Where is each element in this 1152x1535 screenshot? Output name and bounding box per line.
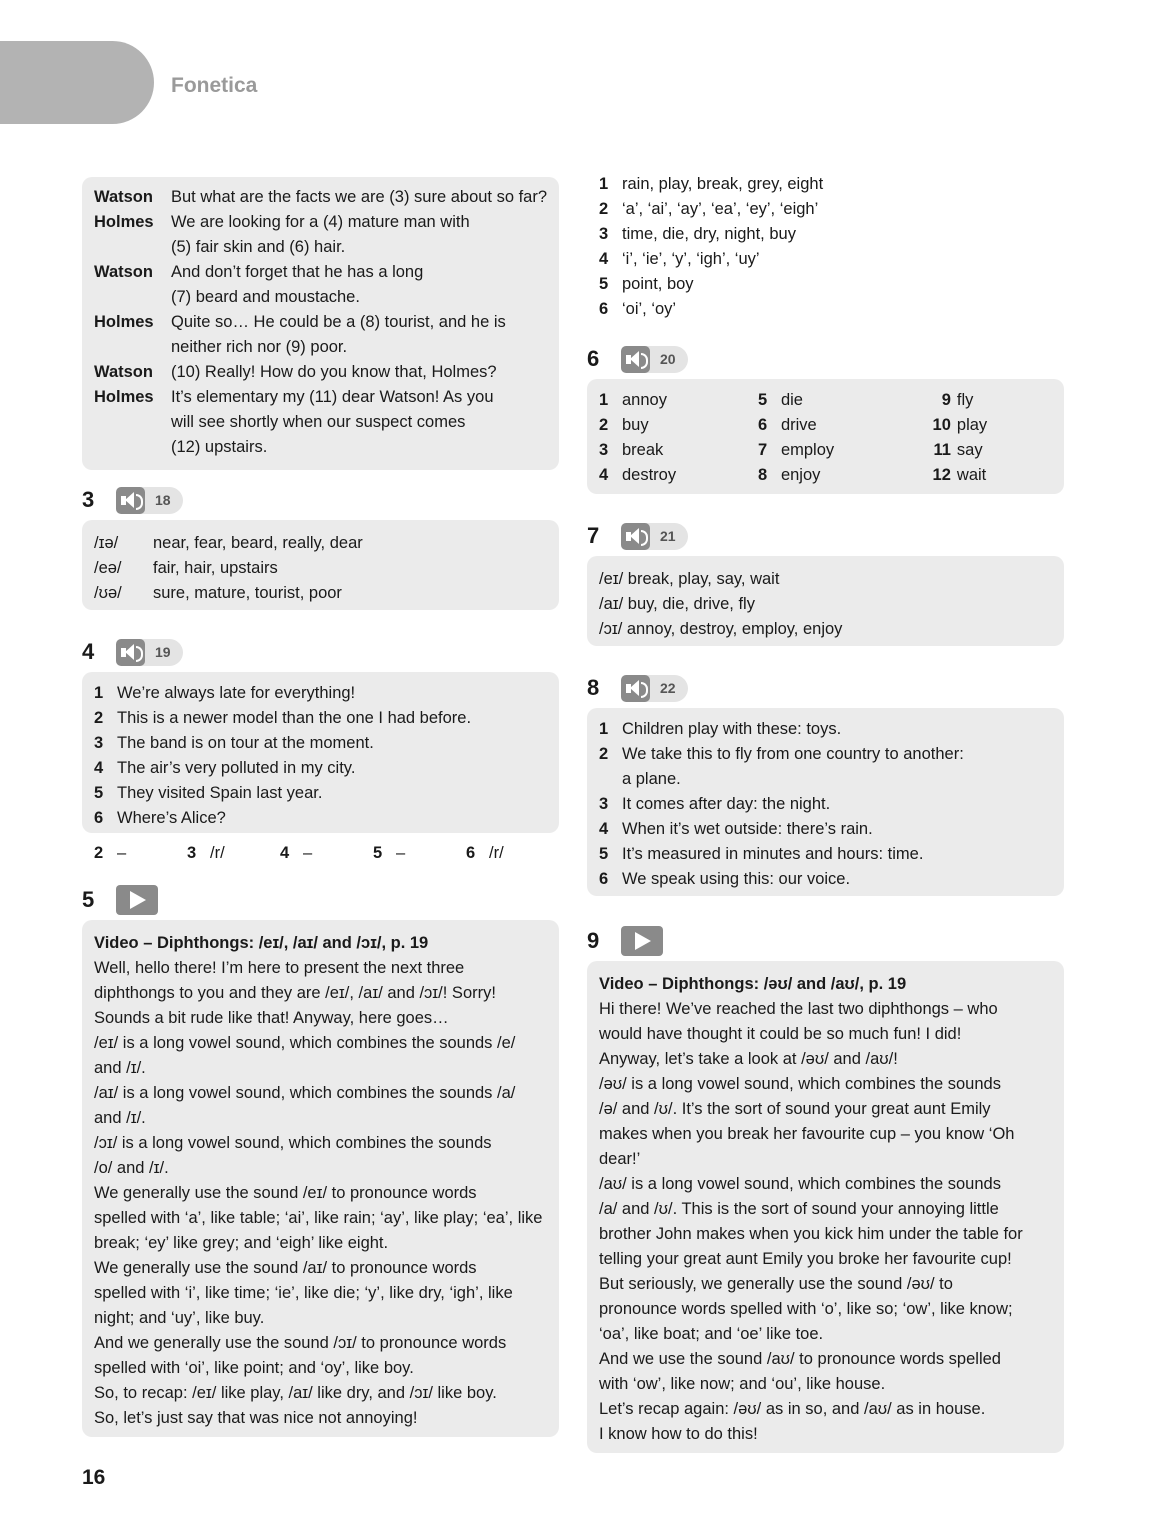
transcript-line: But seriously, we generally use the sound /əʊ/ to [599, 1275, 953, 1293]
item-number: 11 [933, 441, 951, 459]
list-item [917, 388, 1052, 413]
answer-value: – [396, 844, 406, 862]
transcript-line: and /ɪ/. [94, 1109, 146, 1127]
list-item [599, 388, 758, 413]
answer-item [280, 841, 373, 866]
item-number: 2 [599, 200, 609, 218]
phoneme-line: /aɪ/ buy, die, drive, fly [599, 595, 755, 613]
item-text: destroy [622, 466, 677, 484]
exercise-number: 3 [82, 487, 95, 512]
item-text: This is a newer model than the one I had before. [117, 709, 472, 727]
item-number: 3 [599, 225, 609, 243]
dialogue-row [94, 385, 547, 460]
speaker-name: Watson [94, 188, 153, 206]
ipa-words: fair, hair, upstairs [153, 559, 278, 577]
list-item [599, 413, 758, 438]
item-number: 1 [599, 175, 609, 193]
speaker-icon [621, 675, 650, 702]
list-item [599, 817, 1052, 842]
list-item [599, 297, 1052, 322]
exercise-number: 7 [587, 523, 600, 548]
list-item [917, 463, 1052, 488]
transcript-line: And we use the sound /aʊ/ to pronounce words spelled [599, 1350, 1001, 1368]
exercise-9-box [587, 961, 1064, 1453]
speaker-icon [621, 346, 650, 373]
item-number: 7 [757, 441, 768, 459]
list-item [599, 792, 1052, 817]
list-item [94, 781, 547, 806]
item-number: 2 [94, 709, 104, 727]
dialogue-box [82, 177, 559, 470]
list-item [94, 756, 547, 781]
exercise-8-box [587, 708, 1064, 896]
dialogue-row [94, 185, 547, 210]
item-text: We take this to fly from one country to another: [622, 745, 964, 763]
list-item [599, 247, 1052, 272]
transcript-line: /ə/ and /ʊ/. It’s the sort of sound your great aunt Emily [599, 1100, 991, 1118]
dialogue-line: It’s elementary my (11) dear Watson! As you [171, 388, 494, 406]
video-title: Video – Diphthongs: /əʊ/ and /aʊ/, p. 19 [599, 975, 907, 993]
list-item [758, 413, 917, 438]
track-number: 19 [155, 644, 171, 660]
list-item [599, 867, 1052, 892]
exercise-5-header [82, 880, 559, 920]
transcript-line: So, to recap: /eɪ/ like play, /aɪ/ like dry, and /ɔɪ/ like boy. [94, 1384, 497, 1402]
exercise-3-header [82, 480, 559, 520]
exercise-4-box [82, 672, 559, 833]
item-text: break [622, 441, 664, 459]
item-number: 6 [599, 300, 609, 318]
speaker-name: Holmes [94, 213, 154, 231]
item-text: drive [780, 416, 817, 434]
list-item [758, 438, 917, 463]
item-text: time, die, dry, night, buy [622, 225, 796, 243]
speaker-name: Holmes [94, 388, 154, 406]
item-number: 5 [599, 275, 609, 293]
dialogue-line: (7) beard and moustache. [171, 288, 360, 306]
dialogue-line: And don’t forget that he has a long [171, 263, 424, 281]
item-text: When it’s wet outside: there’s rain. [622, 820, 873, 838]
phoneme-line: /eɪ/ break, play, say, wait [599, 570, 780, 588]
item-number: 1 [599, 720, 609, 738]
phoneme-line: /ɔɪ/ annoy, destroy, employ, enjoy [599, 620, 843, 638]
exercise-4-answers [94, 841, 559, 866]
transcript-line: So, let’s just say that was nice not annoying! [94, 1409, 418, 1427]
item-number: 4 [94, 759, 104, 777]
ipa-words: near, fear, beard, really, dear [153, 534, 363, 552]
exercise-number: 6 [587, 346, 600, 371]
exercise-6-box [587, 379, 1064, 494]
left-column [82, 177, 559, 1437]
transcript-line: makes when you break her favourite cup – you know ‘Oh [599, 1125, 1015, 1143]
transcript-line: /aɪ/ is a long vowel sound, which combines the sounds /a/ [94, 1084, 516, 1102]
right-column [587, 172, 1064, 1453]
dialogue-text [171, 185, 547, 210]
exercise-number: 8 [587, 675, 600, 700]
transcript-line: And we generally use the sound /ɔɪ/ to pronounce words [94, 1334, 507, 1352]
item-number: 9 [941, 391, 951, 409]
exercise-number: 9 [587, 928, 600, 953]
ipa-symbol: /ɪə/ [94, 534, 119, 552]
item-number: 5 [757, 391, 768, 409]
play-video-icon[interactable] [116, 885, 158, 915]
item-text: fly [956, 391, 974, 409]
answer-number: 2 [94, 844, 104, 862]
transcript-line: Hi there! We’ve reached the last two diphthongs – who [599, 1000, 998, 1018]
dialogue-line: We are looking for a (4) mature man with [171, 213, 470, 231]
video-title: Video – Diphthongs: /eɪ/, /aɪ/ and /ɔɪ/, p. 19 [94, 934, 429, 952]
transcript-line: /əʊ/ is a long vowel sound, which combines the sounds [599, 1075, 1001, 1093]
item-number: 3 [599, 795, 609, 813]
transcript-line: Let’s recap again: /əʊ/ as in so, and /aʊ/ as in house. [599, 1400, 986, 1418]
transcript-line: spelled with ‘a’, like table; ‘ai’, like rain; ‘ay’, like play; ‘ea’, like [94, 1209, 543, 1227]
list-item [599, 172, 1052, 197]
item-text: say [956, 441, 983, 459]
section-title: Fonetica [171, 74, 258, 97]
exercise-4-header [82, 632, 559, 672]
item-text: play [956, 416, 988, 434]
exercise-8-header [587, 668, 1064, 708]
ipa-row [94, 556, 547, 581]
transcript-line: /aʊ/ is a long vowel sound, which combines the sounds [599, 1175, 1001, 1193]
list-item [917, 438, 1052, 463]
header-tab [0, 41, 154, 124]
list-item [599, 767, 1052, 792]
exercise-number: 4 [82, 639, 95, 664]
item-number: 1 [94, 684, 104, 702]
transcript-line: night; and ‘uy’, like buy. [94, 1309, 265, 1327]
item-text: They visited Spain last year. [117, 784, 323, 802]
track-number: 20 [660, 351, 676, 367]
ipa-words: sure, mature, tourist, poor [153, 584, 342, 602]
list-item [599, 717, 1052, 742]
list-item [599, 272, 1052, 297]
item-text: wait [956, 466, 987, 484]
exercise-6-col-2 [758, 388, 917, 488]
item-number: 1 [599, 391, 609, 409]
ipa-row [94, 531, 547, 556]
item-number: 12 [932, 466, 951, 484]
dialogue-line: Quite so… He could be a (8) tourist, and he is [171, 313, 506, 331]
transcript-line: /a/ and /ʊ/. This is the sort of sound your annoying little [599, 1200, 999, 1218]
audio-track[interactable] [621, 523, 688, 550]
item-text: Children play with these: toys. [622, 720, 842, 738]
item-text: ‘a’, ‘ai’, ‘ay’, ‘ea’, ‘ey’, ‘eigh’ [622, 200, 819, 218]
item-number: 2 [599, 745, 609, 763]
list-item [599, 842, 1052, 867]
answer-value: /r/ [489, 844, 504, 862]
item-number: 3 [599, 441, 609, 459]
audio-track[interactable] [116, 639, 183, 666]
answer-item [466, 841, 559, 866]
answer-number: 3 [187, 844, 197, 862]
list-item [599, 438, 758, 463]
item-text: ‘oi’, ‘oy’ [622, 300, 677, 318]
item-text: employ [780, 441, 835, 459]
item-number: 5 [599, 845, 609, 863]
exercise-7-header [587, 516, 1064, 556]
list-item [94, 806, 547, 831]
speaker-name: Watson [94, 363, 153, 381]
item-text: die [780, 391, 803, 409]
item-number: 4 [599, 466, 609, 484]
ipa-symbol: /eə/ [94, 559, 122, 577]
answer-value: /r/ [210, 844, 225, 862]
item-text: The band is on tour at the moment. [117, 734, 374, 752]
transcript-line: pronounce words spelled with ‘o’, like so; ‘ow’, like know; [599, 1300, 1013, 1318]
list-item [917, 413, 1052, 438]
answer-number: 4 [280, 844, 290, 862]
item-number: 4 [599, 820, 609, 838]
exercise-3-box [82, 520, 559, 610]
dialogue-text [171, 310, 506, 360]
item-text: ‘i’, ‘ie’, ‘y’, ‘igh’, ‘uy’ [622, 250, 760, 268]
list-item [599, 222, 1052, 247]
exercise-6-header [587, 339, 1064, 379]
item-text: enjoy [780, 466, 821, 484]
item-number: 3 [94, 734, 104, 752]
dialogue-row [94, 260, 547, 310]
ipa-row [94, 581, 547, 606]
transcript-line: would have thought it could be so much fun! I did! [599, 1025, 962, 1043]
item-number: 6 [94, 809, 104, 827]
item-text: The air’s very polluted in my city. [117, 759, 356, 777]
exercise-number: 5 [82, 887, 95, 912]
dialogue-text [171, 210, 470, 260]
item-number: 10 [932, 416, 951, 434]
audio-track[interactable] [621, 346, 688, 373]
item-number: 6 [599, 870, 609, 888]
exercise-7-box [587, 556, 1064, 646]
item-text: buy [622, 416, 649, 434]
speaker-icon [116, 487, 145, 514]
exercise-6-col-3 [917, 388, 1052, 488]
track-number: 18 [155, 492, 171, 508]
transcript-line: We generally use the sound /eɪ/ to pronounce words [94, 1184, 477, 1202]
answer-item [187, 841, 280, 866]
item-number: 4 [599, 250, 609, 268]
item-text: It’s measured in minutes and hours: time. [622, 845, 924, 863]
dialogue-line: (5) fair skin and (6) hair. [171, 238, 346, 256]
speaker-icon [621, 523, 650, 550]
list-item [599, 742, 1052, 767]
transcript-line: ‘oa’, like boat; and ‘oe’ like toe. [599, 1325, 824, 1343]
track-number: 21 [660, 528, 676, 544]
transcript-line: brother John makes when you kick him under the table for [599, 1225, 1023, 1243]
list-item [94, 681, 547, 706]
transcript-line: Anyway, let’s take a look at /əʊ/ and /aʊ/! [599, 1050, 898, 1068]
item-text: It comes after day: the night. [622, 795, 831, 813]
dialogue-line: But what are the facts we are (3) sure about so far? [171, 188, 548, 206]
item-number: 5 [94, 784, 104, 802]
transcript-line: spelled with ‘oi’, like point; and ‘oy’, like boy. [94, 1359, 414, 1377]
answer-value: – [303, 844, 313, 862]
item-text: We speak using this: our voice. [622, 870, 851, 888]
track-number: 22 [660, 680, 676, 696]
play-video-icon[interactable] [621, 926, 663, 956]
speaker-icon [116, 639, 145, 666]
exercise-9-header [587, 921, 1064, 961]
transcript-line: We generally use the sound /aɪ/ to pronounce words [94, 1259, 477, 1277]
item-text: point, boy [622, 275, 694, 293]
transcript-line: spelled with ‘i’, like time; ‘ie’, like die; ‘y’, like dry, ‘igh’, like [94, 1284, 513, 1302]
transcript-line: diphthongs to you and they are /eɪ/, /aɪ/ and /ɔɪ/! Sorry! [94, 984, 496, 1002]
item-text: Where’s Alice? [117, 809, 226, 827]
list-item [94, 706, 547, 731]
item-text: annoy [622, 391, 667, 409]
transcript-line: /ɔɪ/ is a long vowel sound, which combines the sounds [94, 1134, 492, 1152]
dialogue-text [171, 260, 423, 310]
transcript-line: /eɪ/ is a long vowel sound, which combines the sounds /e/ [94, 1034, 516, 1052]
exercise-list-top [587, 172, 1064, 322]
transcript-line: I know how to do this! [599, 1425, 758, 1443]
audio-track[interactable] [116, 487, 183, 514]
dialogue-row [94, 360, 547, 385]
item-text: rain, play, break, grey, eight [622, 175, 824, 193]
transcript-line: and /ɪ/. [94, 1059, 146, 1077]
list-item [758, 388, 917, 413]
transcript-line: with ‘ow’, like now; and ‘ou’, like house. [599, 1375, 886, 1393]
transcript-line: Sounds a bit rude like that! Anyway, here goes… [94, 1009, 449, 1027]
list-item [599, 197, 1052, 222]
answer-value: – [117, 844, 127, 862]
dialogue-line: (12) upstairs. [171, 438, 268, 456]
dialogue-row [94, 310, 547, 360]
transcript-line: /o/ and /ɪ/. [94, 1159, 169, 1177]
dialogue-line: will see shortly when our suspect comes [171, 413, 466, 431]
item-text: We’re always late for everything! [117, 684, 356, 702]
answer-number: 6 [466, 844, 476, 862]
dialogue-text [171, 360, 497, 385]
answer-number: 5 [373, 844, 383, 862]
audio-track[interactable] [621, 675, 688, 702]
transcript-line: telling your great aunt Emily you broke her favourite cup! [599, 1250, 1012, 1268]
list-item [758, 463, 917, 488]
speaker-name: Holmes [94, 313, 154, 331]
page-number: 16 [82, 1466, 106, 1489]
dialogue-row [94, 210, 547, 260]
item-number: 2 [599, 416, 609, 434]
exercise-5-box [82, 920, 559, 1437]
dialogue-line: neither rich nor (9) poor. [171, 338, 348, 356]
item-number: 8 [757, 466, 768, 484]
dialogue-text [171, 385, 494, 460]
exercise-6-col-1 [599, 388, 758, 488]
ipa-symbol: /ʊə/ [94, 584, 122, 602]
item-text: a plane. [622, 770, 681, 788]
item-number: 6 [757, 416, 768, 434]
answer-item [373, 841, 466, 866]
list-item [94, 731, 547, 756]
answer-item [94, 841, 187, 866]
list-item [599, 463, 758, 488]
dialogue-line: (10) Really! How do you know that, Holmes? [171, 363, 497, 381]
transcript-line: Well, hello there! I’m here to present the next three [94, 959, 465, 977]
transcript-line: dear!’ [599, 1150, 641, 1168]
speaker-name: Watson [94, 263, 153, 281]
transcript-line: break; ‘ey’ like grey; and ‘eigh’ like eight. [94, 1234, 389, 1252]
